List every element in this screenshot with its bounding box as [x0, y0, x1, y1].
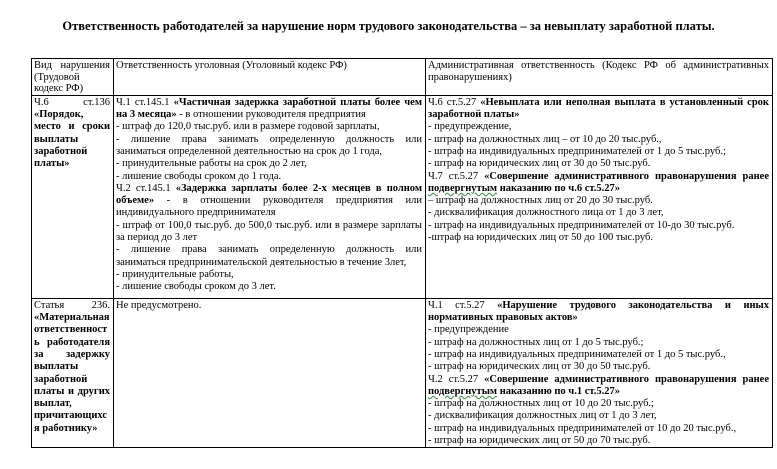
- header-row: [32, 59, 773, 96]
- sanction-item: - штраф на индивидуальных предпринимателей от 1 до 5 тыс.руб.;: [428, 145, 726, 157]
- sanction-item: - предупреждение,: [428, 121, 512, 133]
- sanction-item: - лишение права занимать определенную должность или заниматься определенной деятельностью на срок до 1 года,: [116, 133, 422, 157]
- statute-ref: Ч.6 ст.136: [34, 96, 110, 108]
- statute-ref: Ч.2 ст.5.27: [428, 373, 485, 385]
- sanction-item: - штраф на индивидуальных предпринимателей от 10-до 30 тыс.руб.: [428, 219, 735, 231]
- sanction-item: -штраф на юридических лиц от 50 до 100 тыс.руб.: [428, 232, 653, 244]
- sanction-item: - штраф на юридических лиц от 50 до 70 тыс.руб.: [428, 435, 651, 447]
- statute-ref: Ч.1 ст.145.1: [116, 96, 174, 108]
- sanction-item: - предупреждение: [428, 324, 509, 336]
- statute-ref: Статья 236.: [34, 299, 110, 311]
- statute-name-part: «Совершение административного правонарушения ранее: [484, 170, 769, 182]
- liability-table: [31, 58, 773, 448]
- sanction-item: - штраф от 100,0 тыс.руб. до 500,0 тыс.руб. или в размере зарплаты за период до 3 лет: [116, 219, 422, 244]
- statute-name: «Невыплата или неполная выплата в установленный срок заработной платы»: [428, 96, 769, 121]
- statute-name-part: «Совершение административного правонарушения ранее: [484, 373, 769, 385]
- statute-heading: [116, 97, 422, 122]
- sanction-item: - штраф на индивидуальных предпринимателей от 1 до 5 тыс.руб.,: [428, 348, 726, 360]
- sanction-item: – штраф на должностных лиц от 20 до 30 тыс.руб.: [428, 195, 653, 207]
- statute-ref: Ч.7 ст.5.27: [428, 170, 485, 182]
- administrative-cell: [426, 95, 773, 298]
- violation-cell: [32, 95, 114, 298]
- header-administrative: Административная ответственность (Кодекс РФ об административных правонарушениях): [426, 59, 773, 96]
- statute-heading: [116, 183, 422, 220]
- criminal-cell: [114, 298, 426, 448]
- sanction-item: - лишение свободы сроком до 3 лет.: [116, 281, 276, 293]
- sanction-item: - дисквалификация должностного лица от 1 до 3 лет,: [428, 207, 664, 219]
- statute-heading: [428, 171, 769, 196]
- sanction-item: - штраф на юридических лиц от 30 до 50 тыс.руб.: [428, 158, 651, 170]
- sanction-item: - принудительные работы на срок до 2 лет,: [116, 158, 307, 170]
- sanction-item: - лишение свободы сроком до 1 года.: [116, 170, 282, 182]
- sanction-item: - дисквалификация должностных лиц от 1 до 3 лет,: [428, 410, 657, 422]
- sanction-item: - штраф на юридических лиц от 30 до 50 тыс.руб.: [428, 361, 651, 373]
- statute-heading: [34, 300, 110, 435]
- statute-tail: - в отношении руководителя предприятия или индивидуального предпринимателя: [116, 195, 422, 219]
- misspelled-word: подвергнутым: [428, 385, 498, 397]
- statute-name-part: наказанию по ч.1 ст.5.27»: [497, 385, 620, 397]
- statute-name: «Нарушение трудового законодательства и иных нормативных правовых актов»: [428, 299, 769, 324]
- sanction-item: - штраф на должностных лиц – от 10 до 20 тыс.руб.,: [428, 133, 662, 145]
- misspelled-word: подвергнутым: [428, 182, 498, 194]
- statute-name: «Порядок, место и сроки выплаты заработной платы»: [34, 109, 110, 170]
- header-violation: Вид нарушения (Трудовой кодекс РФ): [32, 59, 114, 96]
- sanction-item: - штраф до 120,0 тыс.руб. или в размере годовой зарплаты,: [116, 121, 380, 133]
- table-row: [32, 298, 773, 448]
- sanction-item: - штраф на должностных лиц от 10 до 20 тыс.руб.;: [428, 398, 654, 410]
- sanction-item: - штраф на должностных лиц от 1 до 5 тыс.руб.;: [428, 336, 644, 348]
- statute-heading: [428, 300, 769, 325]
- table-row: [32, 95, 773, 298]
- statute-name-part: наказанию по ч.6 ст.5.27»: [497, 182, 620, 194]
- not-provided-note: Не предусмотрено.: [116, 299, 202, 311]
- sanction-item: - лишение права занимать определенную должность или заниматься предпринимательской деятельностью в течение 3лет,: [116, 244, 422, 268]
- statute-name: «Материальная ответственность работодателя за задержку выплаты заработной платы и других выплат, причитающихся работнику»: [34, 312, 110, 434]
- statute-heading: [428, 374, 769, 399]
- header-criminal: Ответственность уголовная (Уголовный кодекс РФ): [114, 59, 426, 96]
- statute-name: «Задержка зарплаты более 2-х месяцев в полном объеме»: [116, 182, 422, 207]
- criminal-cell: [114, 95, 426, 298]
- violation-cell: [32, 298, 114, 448]
- administrative-cell: [426, 298, 773, 448]
- document-title: Ответственность работодателей за нарушение норм трудового законодательства – за невыплату заработной платы.: [62, 19, 715, 33]
- statute-name: «Частичная задержка заработной платы более чем на 3 месяца»: [116, 96, 422, 121]
- statute-ref: Ч.1 ст.5.27: [428, 299, 498, 311]
- statute-tail: - в отношении руководителя предприятия: [176, 109, 366, 121]
- sanction-item: - штраф на индивидуальных предпринимателей от 10 до 20 тыс.руб.,: [428, 422, 737, 434]
- statute-ref: Ч.2 ст.145.1: [116, 182, 176, 194]
- statute-heading: [34, 97, 110, 171]
- statute-ref: Ч.6 ст.5.27: [428, 96, 481, 108]
- statute-heading: [428, 97, 769, 122]
- sanction-item: - принудительные работы,: [116, 268, 234, 280]
